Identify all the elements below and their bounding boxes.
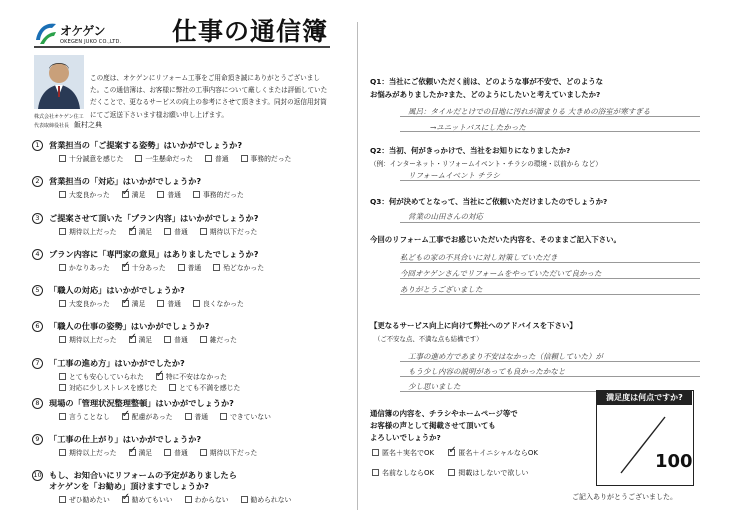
checkbox-icon[interactable]: [205, 155, 212, 162]
president-photo: [34, 55, 84, 109]
option-checkbox[interactable]: [129, 226, 153, 236]
checkbox-icon[interactable]: [59, 449, 66, 456]
option-checkbox[interactable]: [59, 371, 144, 381]
checkbox-icon[interactable]: [59, 413, 66, 420]
checkbox-icon[interactable]: [59, 155, 66, 162]
checkbox-icon[interactable]: [135, 155, 142, 162]
option-row-2: [59, 382, 252, 392]
option-checkbox[interactable]: [157, 189, 181, 199]
option-row: [59, 226, 269, 236]
option-label: 満足: [131, 191, 146, 200]
question-7: [32, 358, 350, 398]
signature-company: 株式会社オケゲン住工: [34, 114, 84, 120]
brand-subtitle: OKEGEN JUKO CO.,LTD.: [60, 39, 122, 45]
question-6: [32, 321, 350, 357]
option-row: [59, 298, 256, 308]
publish-option-no-name[interactable]: 名前なしならOK: [372, 468, 434, 478]
checkbox-icon[interactable]: [122, 264, 129, 271]
checkbox-icon[interactable]: [59, 191, 66, 198]
q1-answer-2: →ユニットバスにしたかった: [430, 123, 526, 132]
question-4: [32, 249, 350, 285]
option-checkbox[interactable]: [156, 371, 227, 381]
question-8: [32, 398, 350, 434]
option-label: 大変良かった: [69, 300, 110, 309]
q1-answer-1: 風呂：タイルだとけでの目地に汚れが溜まりる 大きめの浴室が寒すぎる: [408, 107, 651, 116]
thanks-text: ご記入ありがとうございました。: [572, 493, 677, 501]
option-label: 勧めてもいい: [131, 496, 173, 505]
option-label: 満足: [131, 300, 146, 309]
option-label: とても安心していられた: [69, 372, 144, 381]
option-label: かなりあった: [69, 263, 110, 272]
option-label: 普通: [174, 449, 188, 458]
option-label: ぜひ勧めたい: [69, 496, 110, 505]
option-label: 雑だった: [209, 336, 237, 345]
checkbox-icon[interactable]: [59, 300, 66, 307]
publish-question-1: 通信簿の内容を、チラシやホームページ等で: [370, 409, 518, 418]
option-label: 普通: [167, 191, 181, 200]
option-checkbox[interactable]: [200, 226, 258, 236]
advice-sub: （ご不安な点、不満な点も結構です）: [374, 335, 483, 343]
publish-options: [372, 448, 592, 482]
company-logo: [22, 14, 172, 58]
option-label: 期待以上だった: [69, 336, 117, 345]
option-label: 事務的だった: [202, 191, 244, 200]
option-checkbox[interactable]: [193, 298, 244, 308]
option-label: 期待以上だった: [69, 449, 117, 458]
option-row: [59, 371, 239, 381]
brand-name: オケゲン: [60, 24, 106, 38]
option-label: 満足: [138, 227, 153, 236]
checkbox-icon[interactable]: [157, 191, 164, 198]
intro-text: この度は、オケゲンにリフォーム工事をご用命頂き誠にありがとうございました。この通信簿は、お客様に弊社の工事内容について厳しくまたは評価していただくことで、更なるサービスの向上の参考にさせて頂きます。同封の返信用封筒にてご返送下さいます様お願い申し上げます。: [90, 74, 328, 119]
column-divider: [357, 22, 358, 510]
checkbox-icon[interactable]: [122, 496, 129, 503]
checkbox-icon[interactable]: [213, 264, 220, 271]
option-checkbox[interactable]: [59, 262, 110, 272]
publish-question-3: よろしいでしょうか?: [370, 433, 441, 442]
option-label: 一生懸命だった: [145, 155, 193, 163]
option-checkbox[interactable]: [157, 298, 181, 308]
checkbox-icon[interactable]: [185, 413, 192, 420]
advice-answer-2: もう少し内容の説明があっても良かったかなと: [408, 367, 566, 376]
checkbox-icon[interactable]: [185, 496, 192, 503]
q1-text-2: お悩みがありましたか?また、どのようにしたいと考えていましたか?: [370, 90, 601, 99]
publish-option-anon-real[interactable]: 匿名＋実名でOK: [372, 448, 434, 458]
q2-answer: リフォームイベント チラシ: [408, 171, 500, 180]
checkbox-icon[interactable]: [59, 336, 66, 343]
page-title: 仕事の通信簿: [172, 17, 329, 46]
question-text: 営業担当の「ご提案する姿勢」はいかがでしょうか?: [49, 140, 243, 150]
checkbox-icon[interactable]: [129, 449, 136, 456]
checkbox-icon[interactable]: [129, 336, 136, 343]
option-label: 普通: [174, 227, 188, 236]
option-checkbox[interactable]: [164, 226, 188, 236]
option-checkbox[interactable]: [59, 189, 110, 199]
question-number: 8: [32, 398, 43, 409]
option-label: 期待以下だった: [209, 227, 258, 236]
checkbox-icon[interactable]: [157, 300, 164, 307]
answer-line: [400, 222, 700, 223]
option-label: 普通: [214, 155, 229, 163]
checkbox-icon[interactable]: [59, 228, 66, 235]
question-text: プラン内容に「専門家の意見」はありましたでしょうか?: [49, 248, 259, 259]
option-checkbox[interactable]: [213, 262, 264, 272]
option-checkbox[interactable]: [129, 447, 153, 457]
question-text: ご提案させて頂いた「プラン内容」はいかがでしょうか?: [49, 212, 259, 223]
score-label: 満足度は何点ですか?: [597, 391, 692, 405]
impression-answer-3: ありがとうございました: [400, 285, 483, 294]
option-row: [59, 189, 256, 199]
checkbox-icon[interactable]: [193, 191, 200, 198]
option-label: 満足: [138, 336, 153, 345]
satisfaction-score-box: [596, 390, 694, 486]
question-number: 2: [32, 176, 43, 187]
option-label: 配慮があった: [131, 412, 173, 421]
publish-option-decline[interactable]: 掲載はしないで欲しい: [448, 468, 528, 478]
option-checkbox[interactable]: [122, 494, 173, 504]
signature-name: 代表取締役社長 飯村之典: [34, 121, 103, 129]
checkbox-icon[interactable]: [200, 336, 207, 343]
question-number: 9: [32, 434, 43, 445]
question-text: 「職人の仕事の姿勢」はいかがでしょうか?: [49, 321, 210, 332]
checkbox-icon[interactable]: [129, 228, 136, 235]
option-checkbox[interactable]: [59, 447, 117, 457]
option-label: 普通: [167, 300, 181, 309]
checkbox-icon[interactable]: [164, 228, 171, 235]
option-checkbox[interactable]: [185, 494, 229, 504]
option-row: [59, 262, 276, 272]
option-checkbox[interactable]: [220, 411, 271, 421]
question-text: 「工事の仕上がり」はいかがでしょうか?: [49, 434, 202, 445]
question-text-2: オケゲンを「お勧め」頂けますでしょうか?: [49, 481, 209, 492]
question-5: [32, 285, 350, 321]
option-label: 大変良かった: [69, 191, 110, 200]
question-text: 現場の「管理状況整理整頓」はいかがでしょうか?: [49, 397, 234, 408]
option-label: 特に不安はなかった: [165, 372, 227, 381]
option-checkbox[interactable]: [241, 153, 292, 163]
option-label: 勧められない: [250, 496, 292, 505]
option-label: とても不満を感じた: [179, 383, 241, 392]
option-label: 普通: [187, 263, 202, 272]
checkbox-icon[interactable]: [122, 300, 129, 307]
option-checkbox[interactable]: [122, 411, 173, 421]
option-label: 殆どなかった: [223, 263, 265, 272]
option-checkbox[interactable]: [164, 447, 188, 457]
question-text: 「職人の対応」はいかがでしょうか?: [49, 285, 185, 296]
impression-answer-2: 今回オケゲンさんでリフォームをやっていただいて良かった: [400, 269, 602, 278]
checkbox-icon[interactable]: [241, 496, 248, 503]
option-label: 良くなかった: [202, 300, 244, 309]
question-1: [32, 140, 350, 176]
checkbox-icon[interactable]: [169, 384, 176, 391]
option-label: 対応に少しストレスを感じた: [69, 383, 158, 392]
advice-text: 【更なるサービス向上に向けて弊社へのアドバイスを下さい】: [370, 321, 577, 330]
question-number: 6: [32, 321, 43, 332]
option-checkbox[interactable]: [178, 262, 202, 272]
checkbox-icon[interactable]: [164, 336, 171, 343]
checkbox-icon[interactable]: [122, 191, 129, 198]
q3-text: Q3：何が決めてとなって、当社にご依頼いただけましたのでしょうか?: [370, 197, 608, 206]
publish-option-anon-initial[interactable]: ✓ 匿名＋イニシャルならOK: [448, 448, 538, 458]
option-label: 普通: [194, 412, 209, 421]
option-label: 十分誠意を感じた: [69, 155, 124, 163]
option-checkbox[interactable]: [122, 262, 166, 272]
question-10: [32, 470, 350, 506]
option-checkbox[interactable]: [59, 334, 117, 344]
left-questionnaire: [32, 140, 350, 507]
checkbox-icon[interactable]: [156, 373, 163, 380]
impression-text: 今回のリフォーム工事でお感じいただいた内容を、そのままご記入下さい。: [370, 235, 621, 244]
question-number: 3: [32, 213, 43, 224]
q2-text: Q2：当初、何がきっかけで、当社をお知りになりましたか?: [370, 146, 571, 155]
option-checkbox[interactable]: [185, 411, 209, 421]
checkbox-icon[interactable]: [59, 373, 66, 380]
checkbox-icon[interactable]: [164, 449, 171, 456]
checkbox-icon[interactable]: [59, 384, 66, 391]
option-label: 普通: [174, 336, 188, 345]
option-checkbox[interactable]: [59, 153, 123, 163]
q3-answer: 営業の山田さんの対応: [408, 212, 483, 221]
option-checkbox[interactable]: [164, 334, 188, 344]
impression-answer-1: 私どもの家の不具合いに対し対策していただき: [400, 253, 558, 262]
option-checkbox[interactable]: [59, 411, 110, 421]
option-row: [59, 334, 249, 344]
option-checkbox[interactable]: [122, 298, 146, 308]
option-checkbox[interactable]: [122, 189, 146, 199]
option-checkbox[interactable]: [129, 334, 153, 344]
checkbox-icon[interactable]: [122, 413, 129, 420]
option-label: できていない: [230, 412, 271, 421]
question-text: 営業担当の「対応」はいかがでしょうか?: [49, 176, 202, 187]
question-text: もし、お知合いにリフォームの予定がありましたら: [49, 470, 237, 481]
advice-answer-1: 工事の進め方であまり不安はなかった（信頼していた）が: [408, 352, 603, 361]
option-row: [59, 153, 303, 163]
question-number: 5: [32, 285, 43, 296]
option-checkbox[interactable]: [59, 298, 110, 308]
checkbox-icon[interactable]: [59, 496, 66, 503]
option-row: [59, 494, 303, 504]
option-checkbox[interactable]: [59, 226, 117, 236]
option-checkbox[interactable]: [200, 334, 237, 344]
option-row: [59, 447, 269, 457]
question-number: 10: [33, 471, 42, 480]
option-label: わからない: [194, 496, 229, 505]
checkbox-icon[interactable]: [200, 449, 207, 456]
q1-text: Q1：当社にご依頼いただく前は、どのような事が不安で、どのような: [370, 77, 603, 86]
option-row: [59, 411, 283, 421]
option-label: 十分あった: [131, 263, 166, 272]
question-number: 7: [32, 358, 43, 369]
checkbox-icon[interactable]: [178, 264, 185, 271]
option-label: 期待以上だった: [69, 227, 117, 236]
question-3: [32, 213, 350, 249]
question-number: 1: [32, 140, 43, 151]
option-checkbox[interactable]: [200, 447, 258, 457]
option-checkbox[interactable]: [135, 153, 193, 163]
question-9: [32, 434, 350, 470]
logo-icon: [34, 20, 58, 46]
q2-example: （例：インターネット・リフォームイベント・チラシの環境・以前から など）: [370, 160, 602, 168]
question-text: 「工事の進め方」はいかがでしたか?: [49, 357, 185, 368]
advice-answer-3: 少し思いました: [408, 382, 461, 391]
option-checkbox[interactable]: [193, 189, 244, 199]
checkbox-icon[interactable]: [193, 300, 200, 307]
option-label: 期待以下だった: [209, 449, 258, 458]
option-checkbox[interactable]: [59, 494, 110, 504]
checkbox-icon[interactable]: [220, 413, 227, 420]
question-number: 4: [32, 249, 43, 260]
score-value: 100: [655, 451, 693, 472]
option-label: 事務的だった: [250, 155, 292, 163]
checkbox-icon[interactable]: [59, 264, 66, 271]
checkbox-icon[interactable]: [241, 155, 248, 162]
title-underline: [34, 46, 330, 48]
option-label: 満足: [138, 449, 153, 458]
checkbox-icon[interactable]: [200, 228, 207, 235]
option-checkbox[interactable]: [241, 494, 292, 504]
publish-question-2: お客様の声として掲載させて頂いても: [370, 421, 496, 430]
question-2: [32, 176, 350, 212]
option-checkbox[interactable]: [169, 382, 240, 392]
option-checkbox[interactable]: [59, 382, 157, 392]
option-checkbox[interactable]: [205, 153, 229, 163]
option-label: 言うことなし: [69, 412, 110, 421]
